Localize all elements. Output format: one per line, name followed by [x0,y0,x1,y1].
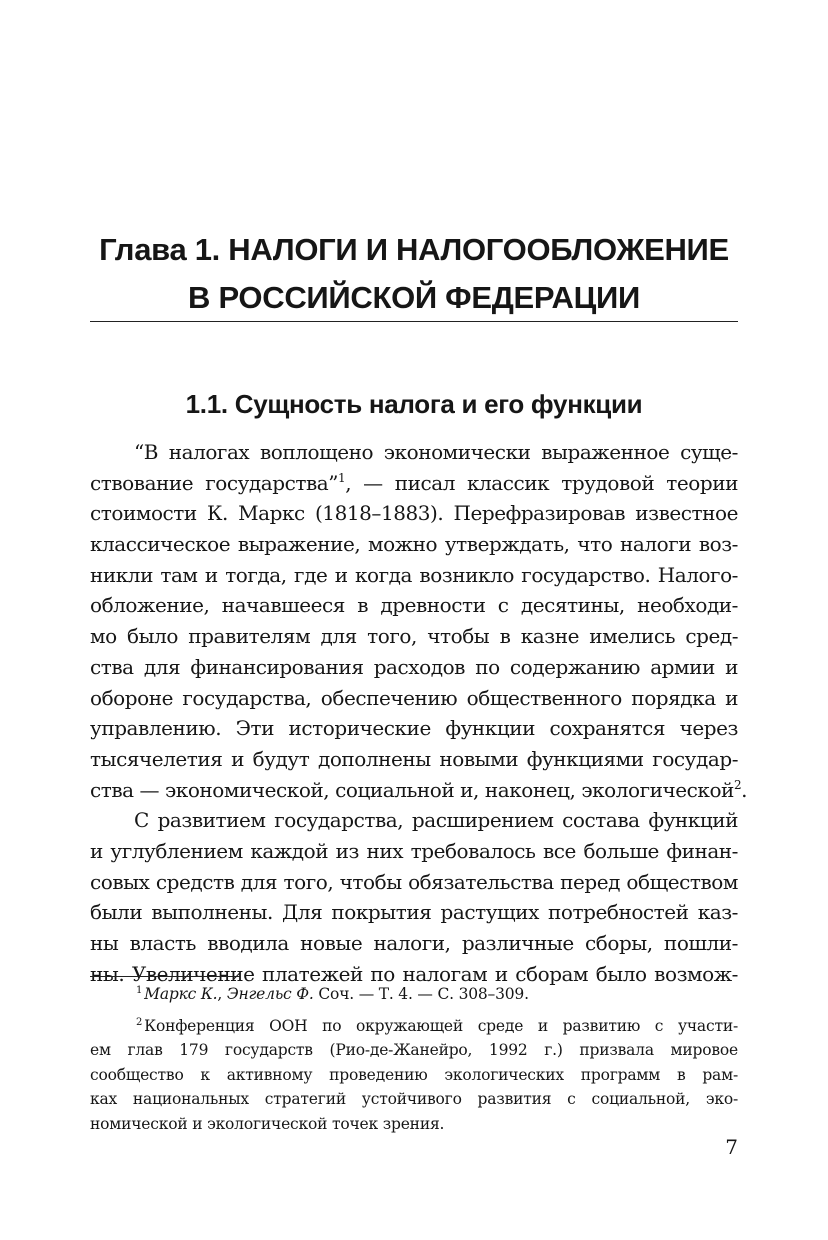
text-line: никли там и тогда, где и когда возникло государство. Налого- [90,562,738,587]
text-line: классическое выражение, можно утверждать, что налоги воз- [90,532,738,557]
text-line: ства для финансирования расходов по содержанию армии и [90,654,738,679]
footnotes [90,982,738,1136]
text-fragment: . [741,777,748,802]
paragraph-1 [90,437,748,805]
footnote-2 [90,1014,738,1137]
text-line: управлению. Эти исторические функции сохранятся через [90,716,738,741]
body-text [90,437,748,989]
footnote-citation: Соч. — Т. 4. — С. 308–309. [313,985,529,1003]
text-line: были выполнены. Для покрытия растущих потребностей каз- [90,900,738,925]
footnote-line: номической и экологической точек зрения. [90,1114,445,1133]
footnote-separator: , [217,985,227,1003]
text-line: ны. Увеличение платежей по налогам и сборам было возмож- [90,961,738,986]
text-fragment: ства — экономической, социальной и, наконец, экологической [90,777,734,802]
footnote-1 [90,982,738,1007]
footnote-ref-1[interactable]: 1 [338,470,346,485]
footnote-line [90,1014,738,1039]
footnote-line: ках национальных стратегий устойчивого развития с социальной, эко- [90,1090,738,1108]
section-title: 1.1. Сущность налога и его функции [185,389,643,419]
footnote-line: ем глав 179 государств (Рио-де-Жанейро, 1992 г.) призвала мировое [90,1041,738,1059]
page-number: 7 [725,1135,738,1159]
text-line: С развитием государства, расширением состава функций [134,808,738,833]
text-fragment: ствование государства” [90,470,339,495]
text-line: обороне государства, обеспечению общественного порядка и [90,685,738,710]
text-line: обложение, начавшееся в древности с десятины, необходи- [90,593,738,618]
footnote-text: Конференция ООН по окружающей среде и развитию с участи- [144,1016,738,1035]
chapter-title [90,226,738,322]
chapter-title-line-1: Глава 1. НАЛОГИ И НАЛОГООБЛОЖЕНИЕ [99,232,729,267]
text-line: ны власть вводила новые налоги, различные сборы, пошли- [90,931,738,955]
text-line: и углублением каждой из них требовалось все больше финан- [90,838,738,863]
footnote-mark: 2 [136,1016,143,1028]
text-line: тысячелетия и будут дополнены новыми функциями государ- [90,746,738,771]
footnote-ref-2[interactable]: 2 [733,777,742,792]
footnote-author: Энгельс Ф. [226,985,314,1003]
text-line [90,468,738,499]
chapter-divider [90,321,738,322]
paragraph-2 [90,805,738,989]
footnote-author: Маркс К. [144,985,218,1003]
chapter-title-line-2: В РОССИЙСКОЙ ФЕДЕРАЦИИ [188,280,640,315]
text-fragment: , — писал классик трудовой теории [345,470,738,495]
footnote-divider [90,976,240,977]
text-line: мо было правителям для того, чтобы в казне имелись сред- [90,624,738,649]
footnote-line: сообщество к активному проведению экологических программ в рам- [90,1065,738,1084]
text-line: “В налогах воплощено экономически выраженное суще- [134,440,738,464]
text-line [90,775,748,806]
footnote-line [90,982,738,1007]
text-line: стоимости К. Маркс (1818–1883). Перефразировав известное [90,501,738,526]
text-line: совых средств для того, чтобы обязательства перед обществом [90,869,738,894]
footnote-mark: 1 [136,985,143,996]
